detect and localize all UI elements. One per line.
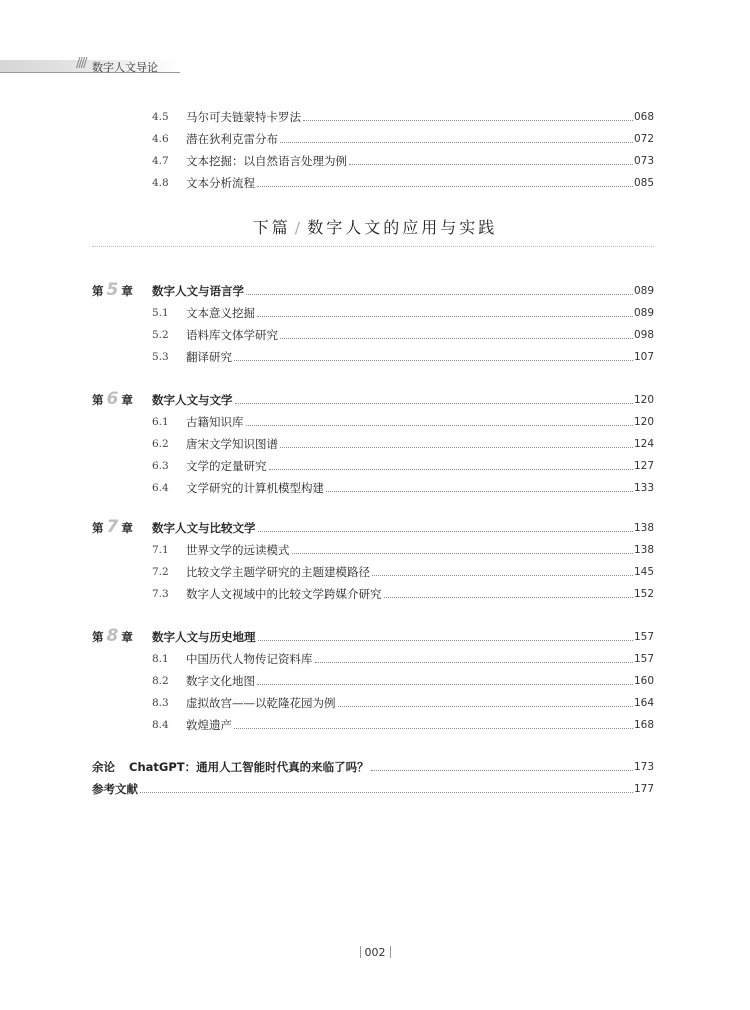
chapter-title: 数字人文与比较文学 — [152, 521, 256, 535]
section-title: 数字人文视域中的比较文学跨媒介研究 — [186, 587, 382, 601]
page-number: 098 — [633, 329, 654, 341]
page-number: 085 — [633, 177, 654, 189]
section-number: 8.2 — [152, 675, 169, 687]
section-number: 4.8 — [152, 177, 169, 189]
toc-entry[interactable] — [152, 477, 654, 495]
header-slashes-decoration: //// — [76, 56, 86, 71]
section-title: 数字文化地图 — [186, 674, 255, 688]
toc-entry[interactable] — [152, 346, 654, 364]
section-title: 语料库文体学研究 — [186, 328, 278, 342]
toc-entry[interactable] — [152, 539, 654, 557]
toc-entry[interactable] — [152, 324, 654, 342]
page-number: 072 — [633, 133, 654, 145]
section-title: 敦煌遗产 — [186, 718, 232, 732]
page-number: 133 — [633, 482, 654, 494]
page-number: 177 — [633, 783, 654, 795]
section-number: 6.4 — [152, 482, 169, 494]
toc-entry[interactable] — [152, 583, 654, 601]
page-number: 124 — [633, 438, 654, 450]
toc-chapter-entry[interactable] — [92, 389, 654, 407]
part-title: 数字人文的应用与实践 — [307, 218, 498, 237]
section-number: 4.5 — [152, 111, 169, 123]
chapter-label: 第 6 章 — [92, 389, 133, 409]
toc-references-entry[interactable] — [92, 778, 654, 796]
page-number: 152 — [633, 588, 654, 600]
chapter-number: 7 — [106, 517, 119, 537]
section-number: 6.3 — [152, 460, 169, 472]
chapter-number: 8 — [106, 626, 119, 646]
section-title: 文学研究的计算机模型构建 — [186, 481, 324, 495]
page-number: 127 — [633, 460, 654, 472]
dot-leader — [234, 727, 633, 729]
toc-entry[interactable] — [152, 302, 654, 320]
toc-entry[interactable] — [152, 648, 654, 666]
toc-entry[interactable] — [152, 670, 654, 688]
dot-leader — [371, 769, 633, 771]
epilogue-title: ChatGPT：通用人工智能时代真的来临了吗？ — [129, 760, 369, 774]
section-number: 7.2 — [152, 566, 169, 578]
section-title: 文本挖掘：以自然语言处理为例 — [186, 154, 347, 168]
toc-entry[interactable] — [152, 455, 654, 473]
page-number: 157 — [633, 631, 654, 643]
section-title: 比较文学主题学研究的主题建模路径 — [186, 565, 370, 579]
page-footer — [0, 946, 750, 959]
chapter-title: 数字人文与历史地理 — [152, 630, 256, 644]
page-number: 120 — [633, 416, 654, 428]
toc-entry[interactable] — [152, 106, 654, 124]
section-title: 唐宋文学知识图谱 — [186, 437, 278, 451]
section-number: 5.1 — [152, 307, 169, 319]
epilogue-label: 余论 — [92, 760, 115, 774]
references-title: 参考文献 — [92, 782, 138, 796]
section-title: 潜在狄利克雷分布 — [186, 132, 278, 146]
dot-leader — [303, 119, 633, 121]
page-number: 173 — [633, 761, 654, 773]
chapter-label: 第 8 章 — [92, 626, 133, 646]
toc-epilogue-entry[interactable] — [92, 756, 654, 774]
dot-leader — [349, 163, 633, 165]
chapter-title: 数字人文与语言学 — [152, 284, 244, 298]
dot-leader — [315, 661, 633, 663]
section-number: 4.6 — [152, 133, 169, 145]
page-number: 145 — [633, 566, 654, 578]
section-title: 文本分析流程 — [186, 176, 255, 190]
toc-entry[interactable] — [152, 692, 654, 710]
chapter-label: 第 5 章 — [92, 280, 133, 300]
section-number: 5.3 — [152, 351, 169, 363]
toc-entry[interactable] — [152, 150, 654, 168]
dot-leader — [384, 596, 633, 598]
dot-leader — [269, 468, 633, 470]
dot-leader — [234, 359, 633, 361]
toc-entry[interactable] — [152, 172, 654, 190]
section-number: 5.2 — [152, 329, 169, 341]
toc-entry[interactable] — [152, 411, 654, 429]
chapter-title: 数字人文与文学 — [152, 393, 233, 407]
dot-leader — [246, 424, 633, 426]
dot-leader — [292, 552, 633, 554]
section-number: 4.7 — [152, 155, 169, 167]
chapter-label: 第 7 章 — [92, 517, 133, 537]
slash-divider: / — [294, 218, 304, 237]
section-title: 翻译研究 — [186, 350, 232, 364]
toc-entry[interactable] — [152, 128, 654, 146]
page-number: 073 — [633, 155, 654, 167]
page-number: 089 — [633, 307, 654, 319]
section-title: 虚拟故宫——以乾隆花园为例 — [186, 696, 336, 710]
toc-chapter-entry[interactable] — [92, 517, 654, 535]
toc-entry[interactable] — [152, 714, 654, 732]
section-number: 6.2 — [152, 438, 169, 450]
section-number: 7.3 — [152, 588, 169, 600]
section-title: 世界文学的远读模式 — [186, 543, 290, 557]
footer-page-number: 002 — [364, 946, 386, 959]
toc-chapter-entry[interactable] — [92, 626, 654, 644]
page-number: 138 — [633, 522, 654, 534]
dot-leader — [257, 315, 633, 317]
section-title: 马尔可夫链蒙特卡罗法 — [186, 110, 301, 124]
section-title: 文本意义挖掘 — [186, 306, 255, 320]
dot-leader — [338, 705, 633, 707]
part-prefix: 下篇 — [252, 218, 291, 237]
page-number: 157 — [633, 653, 654, 665]
section-number: 7.1 — [152, 544, 169, 556]
dot-leader — [235, 402, 633, 404]
chapter-number: 6 — [106, 389, 119, 409]
part-heading — [0, 215, 750, 238]
dot-leader — [280, 446, 633, 448]
section-number: 8.3 — [152, 697, 169, 709]
page-number: 089 — [633, 285, 654, 297]
chapter-number: 5 — [106, 280, 119, 300]
page-number: 168 — [633, 719, 654, 731]
toc-entry[interactable] — [152, 561, 654, 579]
dot-leader — [257, 185, 633, 187]
footer-bar-left — [360, 946, 361, 958]
section-title: 中国历代人物传记资料库 — [186, 652, 313, 666]
footer-bar-right — [390, 946, 391, 958]
page-number: 160 — [633, 675, 654, 687]
page-number: 164 — [633, 697, 654, 709]
dot-leader — [246, 293, 633, 295]
dot-leader — [140, 791, 633, 793]
toc-chapter-entry[interactable] — [92, 280, 654, 298]
section-number: 6.1 — [152, 416, 169, 428]
dot-leader — [258, 639, 633, 641]
section-number: 8.1 — [152, 653, 169, 665]
page-number: 068 — [633, 111, 654, 123]
dot-leader — [258, 530, 633, 532]
section-title: 古籍知识库 — [186, 415, 244, 429]
dot-leader — [280, 337, 633, 339]
dot-leader — [372, 574, 633, 576]
page-number: 107 — [633, 351, 654, 363]
dot-leader — [326, 490, 633, 492]
page-number: 120 — [633, 394, 654, 406]
section-number: 8.4 — [152, 719, 169, 731]
section-title: 文学的定量研究 — [186, 459, 267, 473]
dot-leader — [280, 141, 633, 143]
toc-entry[interactable] — [152, 433, 654, 451]
dot-leader — [257, 683, 633, 685]
page-number: 138 — [633, 544, 654, 556]
part-divider-rule — [92, 246, 654, 247]
running-header-title: 数字人文导论 — [92, 61, 158, 74]
